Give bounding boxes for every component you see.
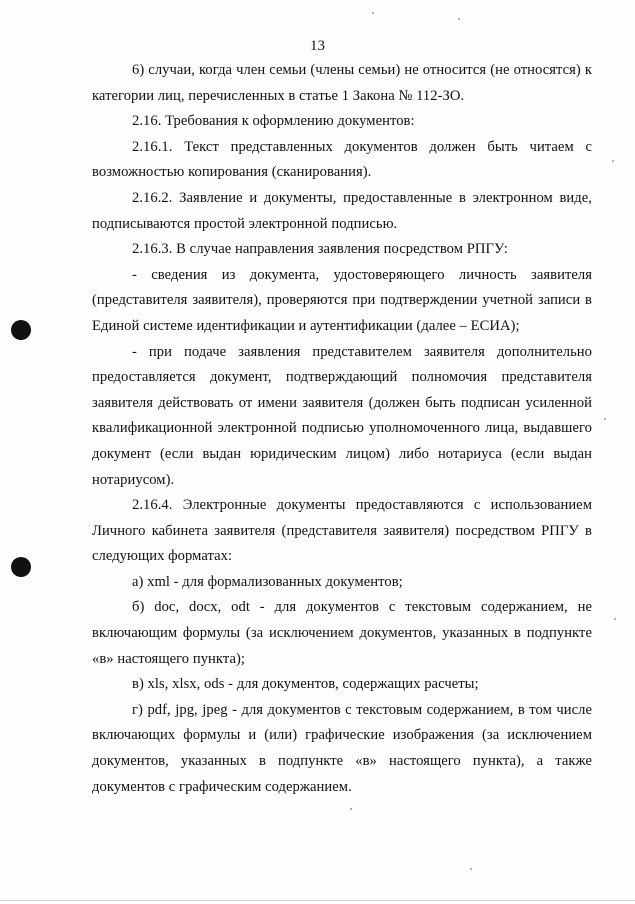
scan-speck — [350, 808, 352, 810]
paragraph-item-6: 6) случаи, когда член семьи (члены семьи) не относится (не относятся) к категории лиц, перечисленных в статье 1 Закона № 112-ЗО. — [92, 62, 592, 104]
format-item-v: в) xls, xlsx, ods - для документов, содержащих расчеты; — [132, 676, 479, 693]
page-number: 13 — [310, 38, 325, 54]
paragraph-2-16-3: 2.16.3. В случае направления заявления посредством РПГУ: — [132, 241, 508, 258]
scan-speck — [612, 160, 614, 162]
scan-speck — [372, 12, 374, 14]
format-item-a: а) xml - для формализованных документов; — [132, 573, 403, 590]
scan-speck — [458, 18, 460, 20]
paragraph-2-16-1: 2.16.1. Текст представленных документов должен быть читаем с возможностью копирования (сканирования). — [92, 138, 592, 181]
section-heading-2-16: 2.16. Требования к оформлению документов: — [132, 113, 415, 130]
scan-speck — [470, 868, 472, 870]
paragraph-2-16-4: 2.16.4. Электронные документы предоставляются с использованием Личного кабинета заявителя (представителя заявителя) посредством РПГУ в следующих форматах: — [92, 497, 592, 565]
scan-speck — [614, 618, 616, 620]
page-bottom-edge — [0, 900, 635, 901]
punch-hole-bottom — [11, 557, 31, 577]
scan-speck — [604, 418, 606, 420]
paragraph-2-16-2: 2.16.2. Заявление и документы, предоставленные в электронном виде, подписываются простой электронной подписью. — [92, 189, 592, 232]
list-item-representative-document: - при подаче заявления представителем заявителя дополнительно предоставляется документ, подтверждающий полномочия представителя заявителя действовать от имени заявителя (должен быть подписан усиленной квалификационной электронной подписью уполномоченного лица, выдавшего документ (если выдан юридическим лицом) либо нотариуса (если выдан нотариусом). — [92, 343, 592, 488]
format-item-g: г) pdf, jpg, jpeg - для документов с текстовым содержанием, в том числе включающих формулы и (или) графические изображения (за исключением документов, указанных в подпункте «в» настоящего пункта), а также документов с графическим содержанием. — [92, 701, 592, 795]
punch-hole-top — [11, 320, 31, 340]
list-item-identity-check: - сведения из документа, удостоверяющего личность заявителя (представителя заявителя), проверяются при подтверждении учетной записи в Единой системе идентификации и аутентификации (далее – ЕСИА); — [92, 266, 592, 334]
format-item-b: б) doc, docx, odt - для документов с текстовым содержанием, не включающим формулы (за исключением документов, указанных в подпункте «в» настоящего пункта); — [92, 599, 592, 667]
document-body — [92, 58, 592, 800]
